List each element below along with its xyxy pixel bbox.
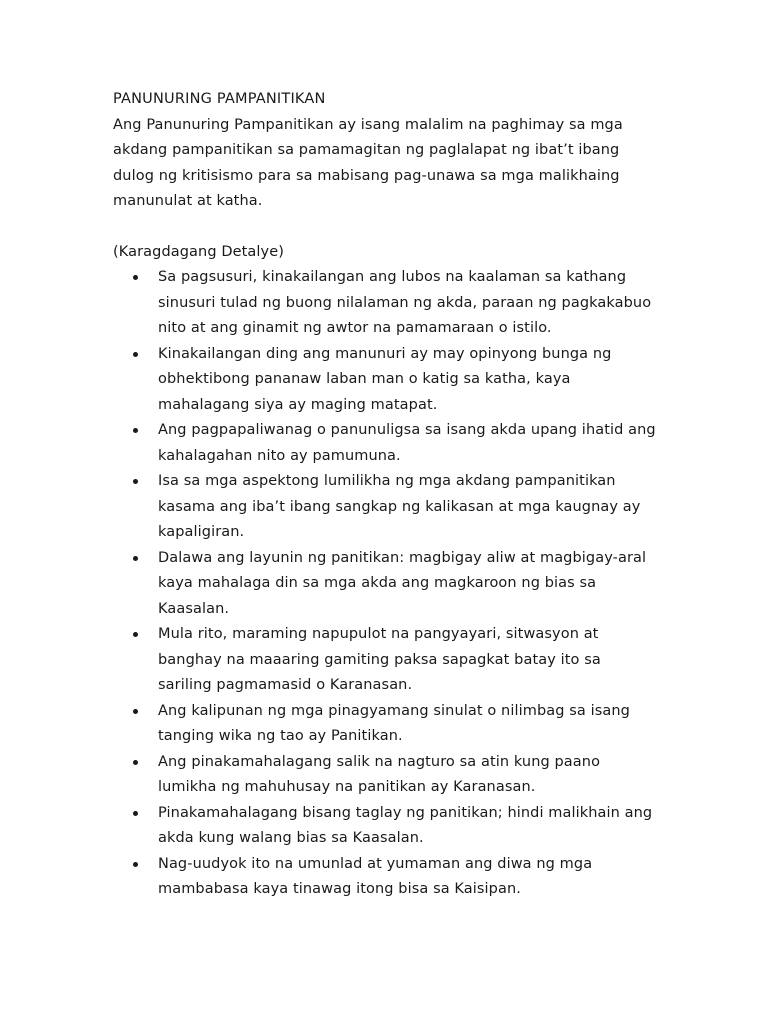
list-item-text: Dalawa ang layunin ng panitikan: magbigay aliw at magbigay-aral kaya mahalaga din sa mga akda ang magkaroon ng bias sa Kaasalan. [158,549,647,617]
list-item [113,801,658,852]
list-item [113,469,658,546]
bullet-icon [133,556,138,561]
list-item-text: Ang pagpapaliwanag o panunuligsa sa isang akda upang ihatid ang kahalagahan nito ay pamumuna. [158,422,656,464]
list-item [113,546,658,623]
list-item-text: Nag-uudyok ito na umunlad at yumaman ang diwa ng mga mambabasa kaya tinawag itong bisa sa Kaisipan. [158,855,593,897]
list-item [113,750,658,801]
list-item [113,342,658,419]
list-item [113,699,658,750]
document-title: PANUNURING PAMPANITIKAN [113,91,326,107]
bullet-icon [133,428,138,433]
list-item-text: Sa pagsusuri, kinakailangan ang lubos na kaalaman sa kathang sinusuri tulad ng buong nilalaman ng akda, paraan ng pagkakabuo nito at ang ginamit ng awtor na pamamaraan o istilo. [158,269,652,336]
intro-paragraph: Ang Panunuring Pampanitikan ay isang malalim na paghimay sa mga akdang pampanitikan sa pamamagitan ng paglalapat ng ibat’t ibang dulog ng kritisismo para sa mabisang pag-unawa sa mga malikhaing manunulat at katha. [113,116,623,209]
list-item-text: Ang kalipunan ng mga pinagyamang sinulat o nilimbag sa isang tanging wika ng tao ay Panitikan. [158,702,630,744]
detail-heading: (Karagdagang Detalye) [113,243,284,260]
bullet-list [113,265,673,903]
list-item [113,265,658,342]
list-item-text: Isa sa mga aspektong lumilikha ng mga akdang pampanitikan kasama ang iba’t ibang sangkap ng kalikasan at mga kaugnay ay kapaligiran. [158,473,641,540]
list-item [113,852,658,903]
list-item [113,622,658,699]
list-item-text: Ang pinakamahalagang salik na nagturo sa atin kung paano lumikha ng mahuhusay na panitikan ay Karanasan. [158,753,601,795]
list-item [113,418,658,469]
list-item-text: Pinakamahalagang bisang taglay ng panitikan; hindi malikhain ang akda kung walang bias sa Kaasalan. [158,804,653,846]
bullet-icon [133,760,138,765]
bullet-icon [133,862,138,867]
bullet-icon [133,352,138,357]
bullet-icon [133,275,138,280]
document-body [113,87,673,903]
bullet-icon [133,632,138,637]
bullet-icon [133,709,138,714]
bullet-icon [133,479,138,484]
list-item-text: Kinakailangan ding ang manunuri ay may opinyong bunga ng obhektibong pananaw laban man o katig sa katha, kaya mahalagang siya ay maging matapat. [158,345,612,413]
bullet-icon [133,811,138,816]
list-item-text: Mula rito, maraming napupulot na pangyayari, sitwasyon at banghay na maaaring gamiting paksa sapagkat batay ito sa sariling pagmamasid o Karanasan. [158,626,601,693]
